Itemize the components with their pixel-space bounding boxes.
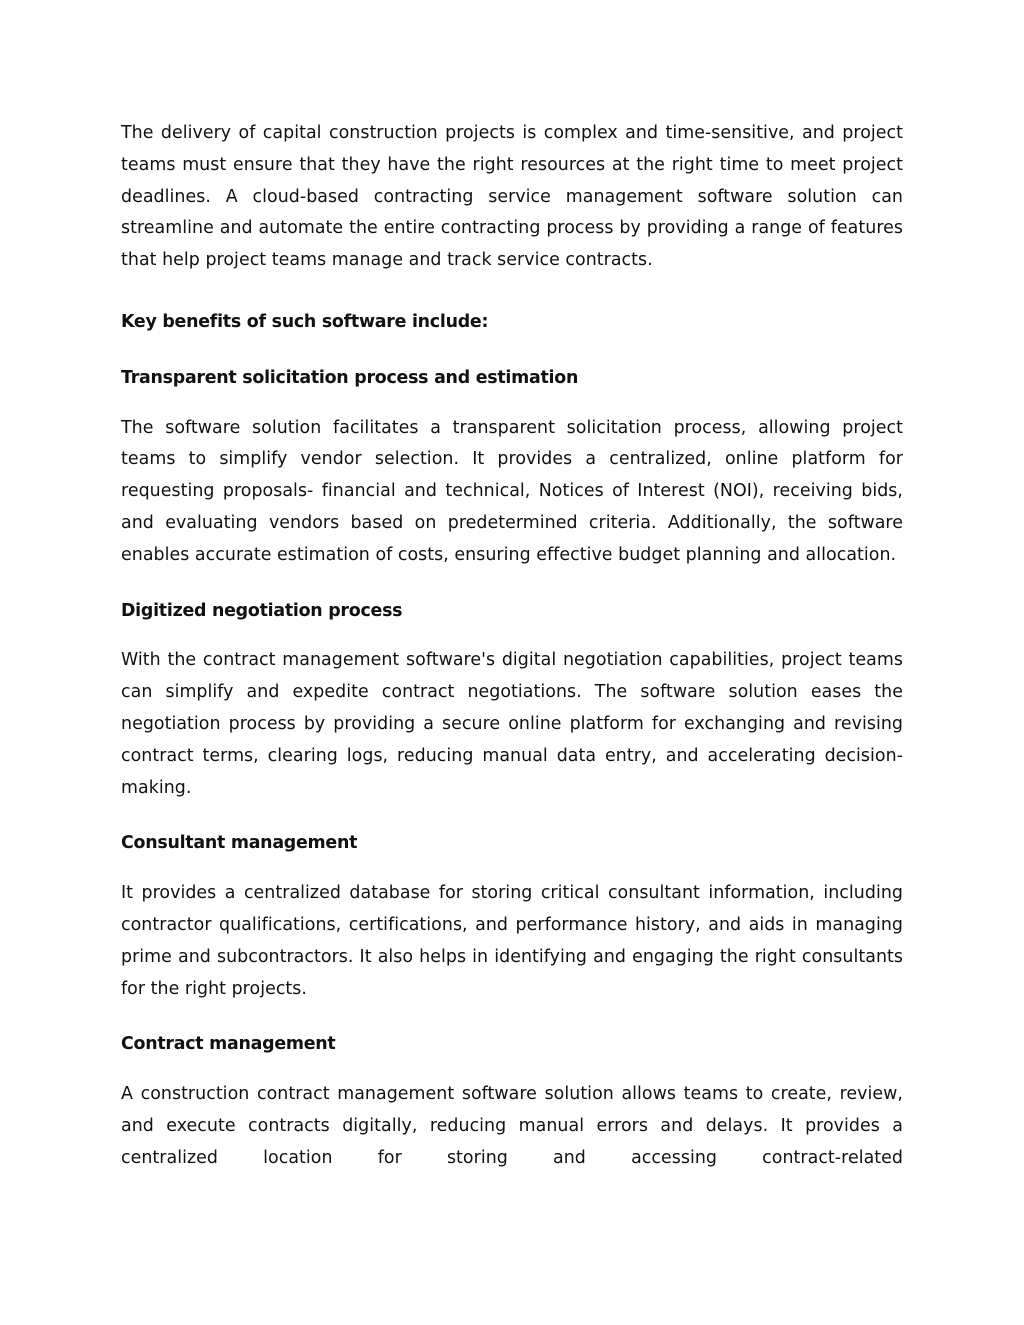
spacer [121, 627, 903, 645]
section-body-negotiation: With the contract management software's digital negotiation capabilities, project teams can simplify and expedite contract negotiations. The software solution eases the negotiation process by providing a secure online platform for exchanging and revising contract terms, clearing logs, reducing manual data entry, and accelerating decision-making. [121, 650, 903, 798]
section-body-solicitation: The software solution facilitates a transparent solicitation process, allowing project teams to simplify vendor selection. It provides a centralized, online platform for requesting proposals- financial and technical, Notices of Interest (NOI), receiving bids, and evaluating vendors based on predetermined criteria. Additionally, the software enables accurate estimation of costs, ensuring effective budget planning and allocation. [121, 417, 903, 565]
spacer [121, 395, 903, 413]
section-heading-negotiation: Digitized negotiation process [121, 600, 403, 621]
spacer [121, 804, 903, 828]
section-heading-contract: Contract management [121, 1034, 336, 1055]
spacer [121, 277, 903, 307]
spacer [121, 572, 903, 596]
spacer [121, 860, 903, 878]
spacer [121, 339, 903, 363]
spacer [121, 1061, 903, 1079]
section-heading-solicitation: Transparent solicitation process and estimation [121, 367, 579, 388]
section-heading-consultant: Consultant management [121, 833, 358, 854]
section-body-consultant: It provides a centralized database for storing critical consultant information, including contractor qualifications, certifications, and performance history, and aids in managing prime and subcontractors. It also helps in identifying and engaging the right consultants for the right projects. [121, 883, 903, 999]
spacer [121, 1005, 903, 1029]
section-body-contract: A construction contract management software solution allows teams to create, review, and execute contracts digitally, reducing manual errors and delays. It provides a centralized location for storing and accessing contract-related [121, 1084, 903, 1168]
document-page [121, 118, 903, 1175]
benefits-heading: Key benefits of such software include: [121, 311, 489, 332]
intro-paragraph: The delivery of capital construction projects is complex and time-sensitive, and project teams must ensure that they have the right resources at the right time to meet project deadlines. A cloud-based contracting service management software solution can streamline and automate the entire contracting process by providing a range of features that help project teams manage and track service contracts. [121, 123, 903, 271]
